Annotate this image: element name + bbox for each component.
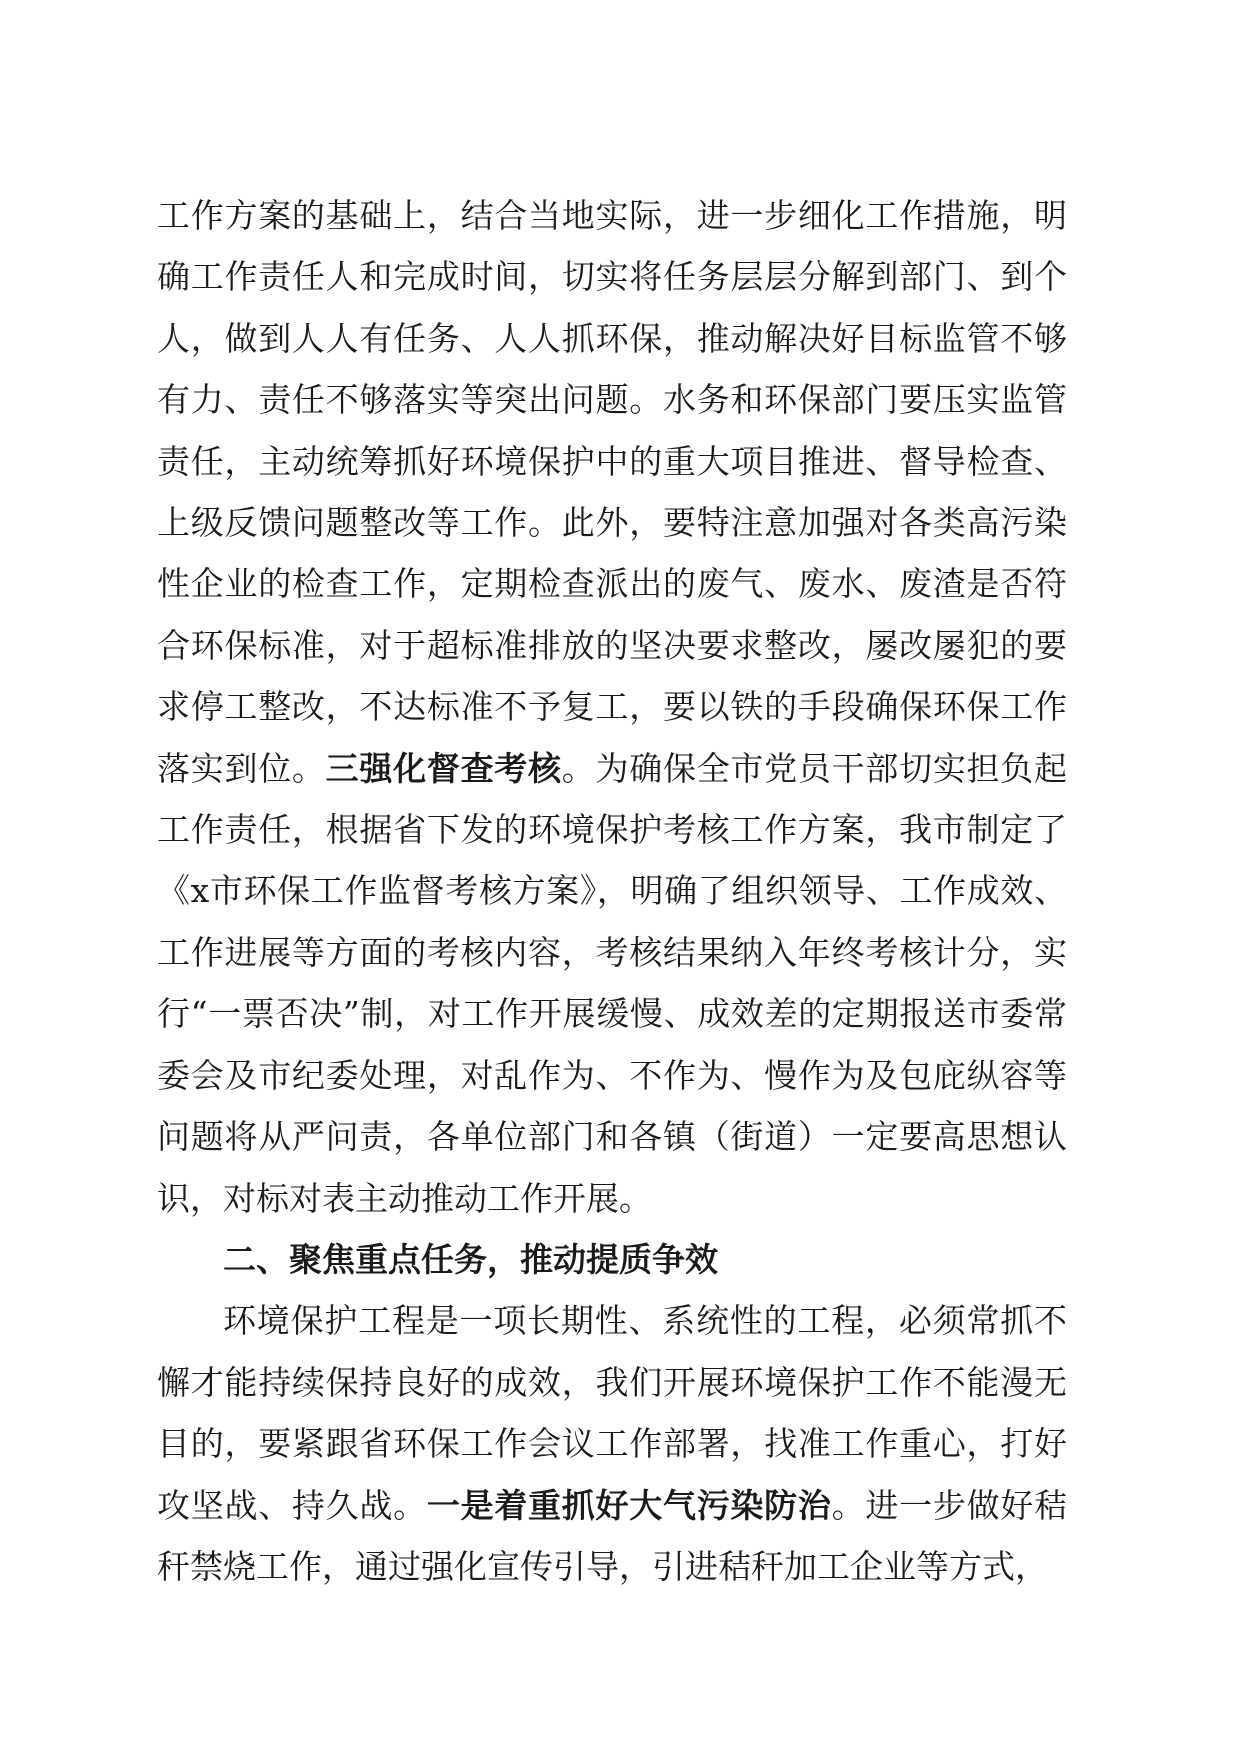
bold-subheading: 三强化督查考核 bbox=[325, 748, 562, 788]
bold-subheading: 一是着重抓好大气污染防治 bbox=[426, 1485, 832, 1525]
paragraph-text: 工作方案的基础上，结合当地实际，进一步细化工作措施，明确工作责任人和完成时间，切实将任务层层分解到部门、到个人，做到人人有任务、人人抓环保，推动解决好目标监管不够有力、责任不够落实等突出问题。水务和环保部门要压实监管责任，主动统筹抓好环境保护中的重大项目推进、督导检查、上级反馈问题整改等工作。此外，要特注意加强对各类高污染性企业的检查工作，定期检查派出的废气、废水、废渣是否符合环保标准，对于超标准排放的坚决要求整改，屡改屡犯的要求停工整改，不达标准不予复工，要以铁的手段确保环保工作落实到位。 bbox=[157, 196, 1067, 788]
body-paragraph bbox=[157, 1290, 1067, 1597]
document-body bbox=[157, 185, 1067, 1597]
paragraph-text: 环境保护工程是一项长期性、系统性的工程，必须常抓不懈才能持续保持良好的成效，我们开展环境保护工作不能漫无目的，要紧跟省环保工作会议工作部署，找准工作重心，打好攻坚战、持久战。 bbox=[157, 1301, 1067, 1525]
paragraph-text: 。进一步做好秸秆禁烧工作，通过强化宣传引导，引进秸秆加工企业等方式， bbox=[157, 1485, 1068, 1586]
section-heading: 二、聚焦重点任务，推动提质争效 bbox=[223, 1239, 718, 1279]
paragraph-text: 。为确保全市党员干部切实担负起工作责任，根据省下发的环境保护考核工作方案，我市制定了《x市环保工作监督考核方案》，明确了组织领导、工作成效、工作进展等方面的考核内容，考核结果纳入年终考核计分，实行“一票否决”制，对工作开展缓慢、成效差的定期报送市委常委会及市纪委处理，对乱作为、不作为、慢作为及包庇纵容等问题将从严问责，各单位部门和各镇（街道）一定要高思想认识，对标对表主动推动工作开展。 bbox=[157, 748, 1068, 1218]
body-paragraph bbox=[157, 185, 1067, 1229]
